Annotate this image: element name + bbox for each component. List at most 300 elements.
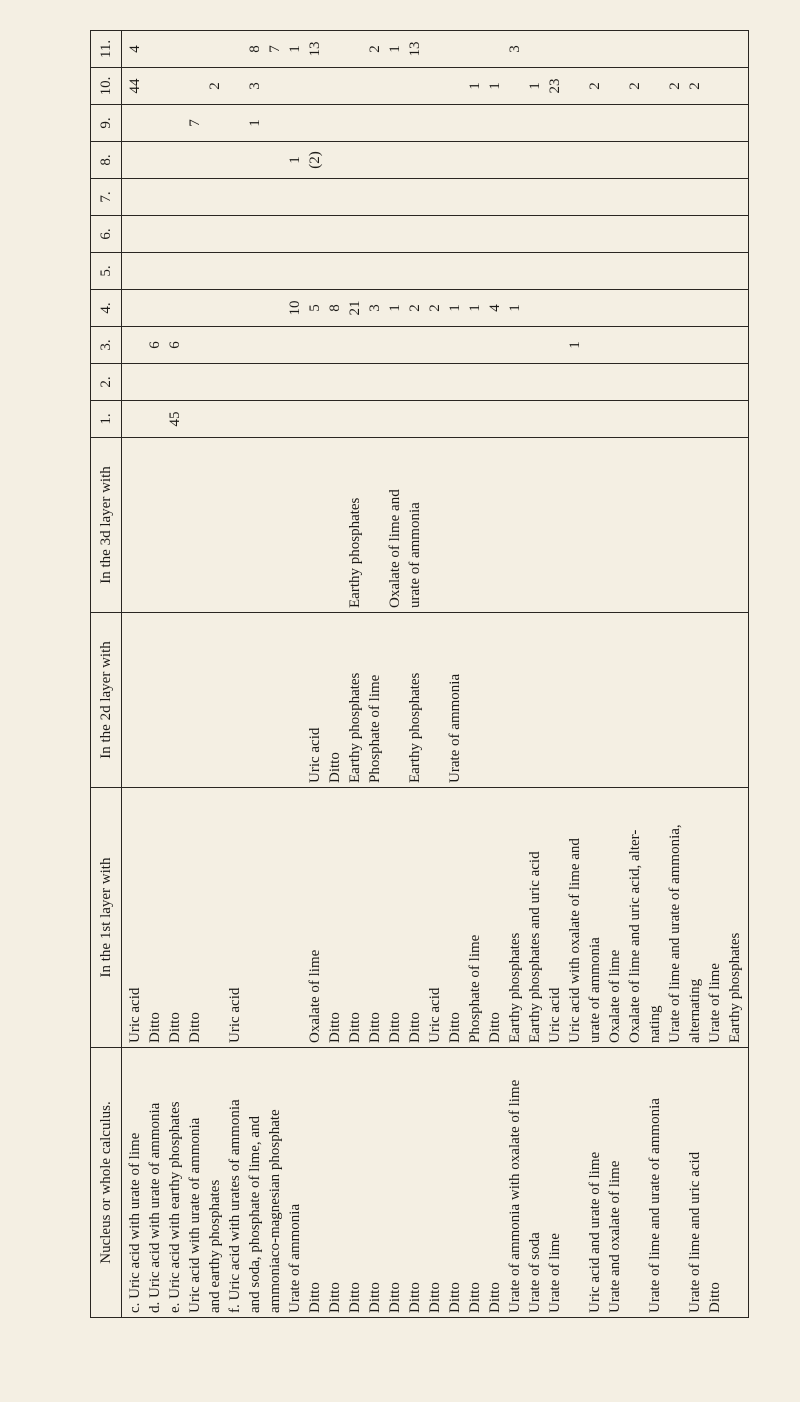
cell-line: Urate of lime and uric acid <box>687 1151 703 1313</box>
cell-line <box>645 294 665 322</box>
cell-line: 2 <box>367 45 383 53</box>
cell-line: 1 <box>247 119 263 127</box>
cell-line <box>325 220 345 248</box>
cell-line <box>405 220 425 248</box>
cell-line: Ditto <box>327 752 343 783</box>
cell-line <box>245 368 265 396</box>
cell-line <box>345 146 365 174</box>
cell-line <box>225 183 245 211</box>
cell-line <box>705 257 725 285</box>
cell-line <box>245 792 265 1043</box>
cell-line <box>205 405 225 433</box>
cell-line <box>185 617 205 783</box>
cell-line <box>185 331 205 359</box>
cell-line <box>645 35 665 63</box>
cell-line <box>265 442 285 608</box>
cell-line <box>385 72 405 100</box>
cell-line: Ditto <box>407 1282 423 1313</box>
cell-line: 2 <box>627 82 643 90</box>
cell-line <box>245 220 265 248</box>
cell-line <box>365 257 385 285</box>
cell-line <box>605 109 625 137</box>
cell-line <box>265 257 285 285</box>
cell-line: 1 <box>447 304 463 312</box>
cell-line <box>325 109 345 137</box>
cell-line <box>545 146 565 174</box>
cell-line <box>525 220 545 248</box>
cell-line <box>145 72 165 100</box>
cell-line: Earthy phosphates <box>507 932 523 1043</box>
cell-line <box>685 35 705 63</box>
cell-line <box>625 35 645 63</box>
cell-line: Ditto <box>327 1282 343 1313</box>
cell-line: Ditto <box>447 1012 463 1043</box>
cell-line <box>705 294 725 322</box>
cell-line: Ditto <box>707 1282 723 1313</box>
cell-line <box>305 183 325 211</box>
cell-line <box>525 405 545 433</box>
cell-line <box>185 405 205 433</box>
cell-line: and soda, phosphate of lime, and <box>247 1115 263 1313</box>
cell-line: 1 <box>487 82 503 90</box>
cell-line <box>125 146 145 174</box>
cell-line <box>125 220 145 248</box>
cell-line: Earthy phosphates <box>727 932 743 1043</box>
cell-line <box>545 220 565 248</box>
cell-line <box>665 1052 685 1313</box>
cell-line <box>265 368 285 396</box>
cell-line: 3 <box>367 304 383 312</box>
cell-line <box>325 405 345 433</box>
cell-line: Phosphate of lime <box>467 934 483 1043</box>
cell-line <box>685 331 705 359</box>
cell-line <box>245 294 265 322</box>
cell-line <box>585 405 605 433</box>
cell-line <box>465 257 485 285</box>
cell-line <box>485 35 505 63</box>
cell-line <box>645 72 665 100</box>
cell-line: 3 <box>247 82 263 90</box>
header-col-8: 8. <box>91 142 122 179</box>
cell-line <box>125 442 145 608</box>
cell-line <box>465 146 485 174</box>
cell-line <box>425 368 445 396</box>
cell-line <box>225 368 245 396</box>
cell-line <box>665 294 685 322</box>
cell-line: c. Uric acid with urate of lime <box>127 1132 143 1313</box>
cell-line <box>425 146 445 174</box>
cell-line <box>565 1052 585 1313</box>
cell-line: 2 <box>687 82 703 90</box>
cell-line: 45 <box>167 411 183 427</box>
cell-line <box>165 617 185 783</box>
cell-line <box>465 109 485 137</box>
cell-line <box>285 72 305 100</box>
cell-line <box>385 146 405 174</box>
cell-line: 13 <box>307 41 323 57</box>
cell-line <box>345 257 365 285</box>
cell-line: urate of ammonia <box>587 937 603 1043</box>
header-layer2: In the 2d layer with <box>91 613 122 788</box>
header-layer3: In the 3d layer with <box>91 438 122 613</box>
count-column-9 <box>122 105 749 142</box>
cell-line <box>325 183 345 211</box>
cell-line <box>605 35 625 63</box>
cell-line <box>305 257 325 285</box>
cell-line: Ditto <box>427 1282 443 1313</box>
cell-line: Earthy phosphates <box>347 672 363 783</box>
cell-line <box>685 109 705 137</box>
cell-line <box>685 368 705 396</box>
cell-line: 2 <box>427 304 443 312</box>
cell-line <box>585 368 605 396</box>
cell-line <box>345 109 365 137</box>
cell-line <box>445 109 465 137</box>
cell-line: Earthy phosphates <box>347 497 363 608</box>
cell-line <box>365 72 385 100</box>
cell-line <box>145 257 165 285</box>
cell-line <box>265 792 285 1043</box>
cell-line: 1 <box>507 304 523 312</box>
cell-line <box>325 442 345 608</box>
cell-line: 5 <box>307 304 323 312</box>
cell-line <box>145 109 165 137</box>
header-col-2: 2. <box>91 364 122 401</box>
cell-line <box>125 331 145 359</box>
cell-line <box>445 183 465 211</box>
cell-line: Ditto <box>447 1282 463 1313</box>
cell-line: Ditto <box>487 1012 503 1043</box>
cell-line <box>485 183 505 211</box>
cell-line <box>645 405 665 433</box>
cell-line <box>525 331 545 359</box>
cell-line <box>485 331 505 359</box>
cell-line <box>625 1052 645 1313</box>
cell-line: Earthy phosphates and uric acid <box>527 851 543 1043</box>
cell-line <box>425 183 445 211</box>
header-col-3: 3. <box>91 327 122 364</box>
cell-line: Uric acid <box>427 987 443 1043</box>
cell-line <box>405 109 425 137</box>
cell-line <box>645 146 665 174</box>
layer2-column <box>122 613 749 788</box>
cell-line <box>505 331 525 359</box>
cell-line <box>145 146 165 174</box>
cell-line <box>225 109 245 137</box>
cell-line: 2 <box>407 304 423 312</box>
cell-line <box>385 183 405 211</box>
cell-line <box>645 331 665 359</box>
cell-line <box>425 257 445 285</box>
cell-line <box>485 405 505 433</box>
cell-line <box>165 257 185 285</box>
cell-line: 13 <box>407 41 423 57</box>
cell-line <box>305 331 325 359</box>
cell-line <box>325 368 345 396</box>
cell-line <box>505 220 525 248</box>
cell-line <box>265 405 285 433</box>
cell-line <box>465 368 485 396</box>
cell-line <box>445 146 465 174</box>
cell-line <box>665 331 685 359</box>
cell-line <box>145 183 165 211</box>
cell-line <box>245 617 265 783</box>
cell-line <box>285 405 305 433</box>
cell-line <box>285 792 305 1043</box>
cell-line <box>145 617 165 783</box>
cell-line <box>485 220 505 248</box>
cell-line <box>265 109 285 137</box>
cell-line: Uric acid with oxalate of lime and <box>567 838 583 1043</box>
header-col-10: 10. <box>91 68 122 105</box>
cell-line <box>405 405 425 433</box>
cell-line <box>545 368 565 396</box>
cell-line <box>525 368 545 396</box>
cell-line <box>525 183 545 211</box>
cell-line: e. Uric acid with earthy phosphates <box>167 1101 183 1313</box>
cell-line: Uric acid and urate of lime <box>587 1151 603 1313</box>
cell-line: Ditto <box>387 1282 403 1313</box>
cell-line <box>225 72 245 100</box>
cell-line: Uric acid with urate of ammonia <box>187 1117 203 1313</box>
cell-line <box>305 109 325 137</box>
cell-line <box>685 183 705 211</box>
cell-line <box>365 368 385 396</box>
cell-line <box>285 183 305 211</box>
cell-line <box>165 368 185 396</box>
cell-line: Urate of ammonia with oxalate of lime <box>507 1079 523 1313</box>
cell-line: Earthy phosphates <box>407 672 423 783</box>
header-col-9: 9. <box>91 105 122 142</box>
cell-line <box>405 368 425 396</box>
cell-line <box>365 183 385 211</box>
cell-line <box>365 220 385 248</box>
cell-line <box>505 72 525 100</box>
cell-line <box>165 294 185 322</box>
cell-line <box>365 331 385 359</box>
cell-line <box>245 442 265 608</box>
cell-line <box>305 220 325 248</box>
cell-line <box>665 220 685 248</box>
cell-line <box>465 331 485 359</box>
cell-line <box>685 146 705 174</box>
cell-line <box>345 405 365 433</box>
cell-line: Oxalate of lime <box>307 949 323 1043</box>
cell-line <box>225 146 245 174</box>
cell-line <box>385 331 405 359</box>
cell-line: 6 <box>167 341 183 349</box>
cell-line <box>265 183 285 211</box>
cell-line <box>405 257 425 285</box>
cell-line <box>525 257 545 285</box>
cell-line <box>265 72 285 100</box>
cell-line: Ditto <box>347 1282 363 1313</box>
cell-line <box>125 294 145 322</box>
cell-line <box>225 331 245 359</box>
count-column-4 <box>122 290 749 327</box>
cell-line <box>285 220 305 248</box>
cell-line <box>625 405 645 433</box>
cell-line <box>225 405 245 433</box>
cell-line <box>225 617 245 783</box>
cell-line <box>545 183 565 211</box>
cell-line <box>545 109 565 137</box>
cell-line <box>665 368 685 396</box>
cell-line: alternating <box>687 978 703 1043</box>
cell-line: ammoniaco-magnesian phosphate <box>267 1109 283 1313</box>
cell-line <box>625 294 645 322</box>
cell-line: 1 <box>287 45 303 53</box>
cell-line <box>365 146 385 174</box>
cell-line: Uric acid <box>547 987 563 1043</box>
cell-line: Ditto <box>407 1012 423 1043</box>
cell-line <box>325 257 345 285</box>
cell-line <box>265 617 285 783</box>
cell-line: 1 <box>567 341 583 349</box>
cell-line: Ditto <box>347 1012 363 1043</box>
cell-line <box>525 146 545 174</box>
cell-line <box>705 368 725 396</box>
cell-line <box>205 257 225 285</box>
cell-line <box>205 183 225 211</box>
cell-line: Urate of soda <box>527 1232 543 1313</box>
cell-line: d. Uric acid with urate of ammonia <box>147 1102 163 1313</box>
cell-line <box>465 35 485 63</box>
cell-line <box>545 405 565 433</box>
header-col-7: 7. <box>91 179 122 216</box>
cell-line: and earthy phosphates <box>207 1179 223 1313</box>
cell-line <box>565 405 585 433</box>
cell-line <box>185 35 205 63</box>
cell-line <box>465 220 485 248</box>
cell-line: 8 <box>247 45 263 53</box>
cell-line: Uric acid <box>127 987 143 1043</box>
cell-line <box>505 368 525 396</box>
body-row <box>122 31 749 1318</box>
cell-line <box>165 442 185 608</box>
cell-line: Phosphate of lime <box>367 674 383 783</box>
cell-line <box>305 405 325 433</box>
cell-line <box>565 183 585 211</box>
cell-line <box>185 146 205 174</box>
cell-line: 7 <box>267 45 283 53</box>
cell-line <box>605 220 625 248</box>
header-nucleus: Nucleus or whole calculus. <box>91 1048 122 1318</box>
cell-line <box>585 257 605 285</box>
cell-line <box>165 183 185 211</box>
cell-line: Urate of ammonia <box>287 1203 303 1313</box>
cell-line: 2 <box>587 82 603 90</box>
cell-line <box>605 146 625 174</box>
cell-line <box>545 35 565 63</box>
cell-line <box>205 220 225 248</box>
cell-line <box>125 368 145 396</box>
cell-line: nating <box>647 1005 663 1043</box>
cell-line <box>345 35 365 63</box>
cell-line <box>485 368 505 396</box>
cell-line <box>325 331 345 359</box>
cell-line <box>345 72 365 100</box>
cell-line <box>465 405 485 433</box>
cell-line <box>225 257 245 285</box>
cell-line <box>165 220 185 248</box>
cell-line <box>205 442 225 608</box>
cell-line: Ditto <box>187 1012 203 1043</box>
cell-line <box>705 72 725 100</box>
cell-line <box>285 368 305 396</box>
cell-line <box>145 368 165 396</box>
cell-line <box>705 405 725 433</box>
count-column-8 <box>122 142 749 179</box>
cell-line <box>405 331 425 359</box>
cell-line <box>245 183 265 211</box>
cell-line <box>165 35 185 63</box>
cell-line <box>285 617 305 783</box>
cell-line <box>325 72 345 100</box>
cell-line <box>585 331 605 359</box>
cell-line: 23 <box>547 78 563 94</box>
header-col-11: 11. <box>91 31 122 68</box>
cell-line <box>505 109 525 137</box>
cell-line <box>505 183 525 211</box>
cell-line <box>625 183 645 211</box>
cell-line: Oxalate of lime and uric acid, alter- <box>627 829 643 1043</box>
cell-line <box>425 72 445 100</box>
cell-line <box>425 109 445 137</box>
rotated-table-wrapper <box>90 39 743 1318</box>
cell-line: Uric acid <box>227 987 243 1043</box>
count-column-6 <box>122 216 749 253</box>
cell-line <box>165 109 185 137</box>
cell-line: Ditto <box>167 1012 183 1043</box>
cell-line <box>685 294 705 322</box>
count-column-3 <box>122 327 749 364</box>
cell-line <box>585 183 605 211</box>
count-column-11 <box>122 31 749 68</box>
cell-line: 7 <box>187 119 203 127</box>
cell-line: Ditto <box>147 1012 163 1043</box>
cell-line <box>625 220 645 248</box>
cell-line <box>545 331 565 359</box>
cell-line <box>205 109 225 137</box>
cell-line <box>125 109 145 137</box>
cell-line <box>445 405 465 433</box>
cell-line <box>145 220 165 248</box>
cell-line <box>705 146 725 174</box>
cell-line <box>245 405 265 433</box>
cell-line <box>425 405 445 433</box>
cell-line <box>365 109 385 137</box>
cell-line <box>505 405 525 433</box>
cell-line <box>485 109 505 137</box>
cell-line <box>185 368 205 396</box>
count-column-1 <box>122 401 749 438</box>
cell-line <box>125 617 145 783</box>
cell-line <box>645 368 665 396</box>
cell-line <box>605 331 625 359</box>
cell-line: Urate of lime <box>707 963 723 1043</box>
cell-line <box>465 183 485 211</box>
cell-line: f. Uric acid with urates of ammonia <box>227 1099 243 1313</box>
cell-line <box>585 109 605 137</box>
cell-line: Oxalate of lime and <box>387 489 403 608</box>
cell-line <box>205 331 225 359</box>
cell-line <box>365 442 385 608</box>
cell-line <box>365 405 385 433</box>
cell-line <box>505 257 525 285</box>
cell-line <box>705 183 725 211</box>
cell-line <box>205 146 225 174</box>
